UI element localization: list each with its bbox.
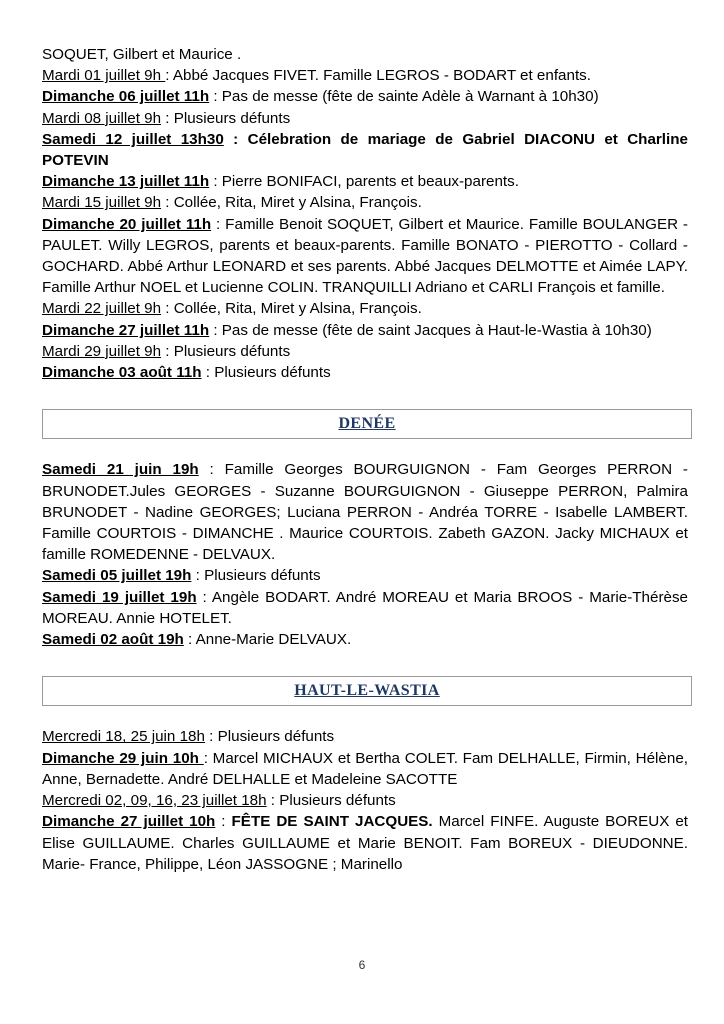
mass-entry-intentions: : Famille Benoit SOQUET, Gilbert et Maurice. Famille BOULANGER - PAULET. Willy LEGROS, parents et beaux-parents. Famille BONATO - PIEROTTO - Collard - GOCHARD. Abbé Arthur LEONARD et ses parents. Abbé Jacques DELMOTTE et Aimée LAPY. Famille Arthur NOEL et Lucienne COLIN. TRANQUILLI Adriano et CARLI François et famille. [42,215,688,297]
mass-entry [42,629,688,650]
mass-entry-date: Dimanche 03 août 11h [42,364,202,382]
mass-entry [42,748,688,790]
mass-entry-date: Dimanche 06 juillet 11h [42,88,210,106]
mass-entry-intentions: FÊTE DE SAINT JACQUES. [231,813,433,831]
section-spacer [42,706,688,726]
mass-entry [42,44,688,65]
mass-entry-date: Mardi 08 juillet 9h [42,109,162,127]
mass-entry-intentions: : Plusieurs défunts [201,364,331,382]
document-body [42,44,688,875]
mass-entry-intentions: : Marcel MICHAUX et Bertha COLET. Fam DELHALLE, Firmin, Hélène, Anne, Bernadette. André DELHALLE et Madeleine SACOTTE [42,749,688,788]
mass-entry-intentions: : Angèle BODART. André MOREAU et Maria BROOS - Marie-Thérèse MOREAU. Annie HOTELET. [42,588,688,627]
mass-entry-date: Dimanche 20 juillet 11h [42,215,212,233]
mass-entry-intentions: : Abbé Jacques FIVET. Famille LEGROS - BODART et enfants. [165,67,591,85]
mass-entry [42,86,688,107]
mass-entry-intentions: : [215,813,232,831]
mass-entry [42,171,688,192]
mass-entry-date: Dimanche 29 juin 10h [42,749,204,767]
section-spacer [42,383,688,409]
mass-entry-date: Mardi 15 juillet 9h [42,194,162,212]
mass-entry-date: Dimanche 27 juillet 11h [42,321,210,339]
mass-entry-intentions: : Plusieurs défunts [191,567,321,585]
mass-entry-date: Samedi 02 août 19h [42,631,184,649]
mass-entry [42,214,688,299]
mass-entry-date: Mardi 29 juillet 9h [42,342,162,360]
mass-entry-date: SOQUET, Gilbert et Maurice . [42,46,242,63]
mass-entry-date: Mardi 01 juillet 9h [42,67,166,85]
section-heading-box-section-denee [42,409,692,439]
mass-entry [42,341,688,362]
mass-entry-intentions: : Pas de messe (fête de saint Jacques à Haut-le-Wastia à 10h30) [209,321,652,339]
section-heading-box-section-haut-le-wastia [42,676,692,706]
mass-entry [42,790,688,811]
mass-entry-intentions: : Plusieurs défunts [266,792,396,810]
mass-entry-date: Mercredi 02, 09, 16, 23 juillet 18h [42,792,267,810]
mass-entry-date: Samedi 19 juillet 19h [42,588,197,606]
mass-entry-intentions: : Pierre BONIFACI, parents et beaux-parents. [209,173,519,191]
mass-entry [42,192,688,213]
mass-entry-intentions: : Collée, Rita, Miret y Alsina, François. [161,194,422,212]
mass-entry-date: Dimanche 13 juillet 11h [42,173,210,191]
mass-entry-intentions: : Plusieurs défunts [204,728,335,746]
mass-entry-date: Dimanche 27 juillet 10h [42,813,216,831]
section-spacer [42,650,688,676]
section-spacer [42,439,688,459]
mass-entry [42,129,688,171]
mass-entry-date: Mercredi 18, 25 juin 18h [42,728,205,746]
mass-entry-date: Samedi 12 juillet 13h30 [42,130,224,148]
mass-entry-intentions: : Célebration de mariage de Gabriel DIACONU et Charline POTEVIN [42,130,688,170]
mass-entry [42,726,688,747]
mass-entry-date: Mardi 22 juillet 9h [42,300,162,318]
mass-entry-intentions: : Plusieurs défunts [161,342,291,360]
mass-entry [42,565,688,586]
mass-entry-intentions: : Plusieurs défunts [161,109,291,127]
mass-entry-intentions: : Pas de messe (fête de sainte Adèle à Warnant à 10h30) [209,88,599,106]
mass-entry [42,65,688,86]
mass-entry-intentions: Marcel FINFE. Auguste BOREUX et Elise GUILLAUME. Charles GUILLAUME et Marie BENOIT. Fam BOREUX - DIEUDONNE. Marie- France, Philippe, Léon JASSOGNE ; Marinello [42,813,688,873]
section-heading-label: DENÉE [338,415,396,433]
section-heading-label: HAUT-LE-WASTIA [294,682,440,700]
mass-entry [42,459,688,565]
mass-entry-date: Samedi 21 juin 19h [42,461,199,479]
mass-entry-intentions: : Anne-Marie DELVAUX. [183,631,352,649]
mass-entry [42,298,688,319]
mass-entry [42,362,688,383]
mass-entry-intentions: : Famille Georges BOURGUIGNON - Fam Georges PERRON - BRUNODET.Jules GEORGES - Suzanne BOURGUIGNON - Giuseppe PERRON, Palmira BRUNODET - Nadine GEORGES; Luciana PERRON - Andréa TORRE - Isabelle LAMBERT. Famille COURTOIS - DIMANCHE . Maurice COURTOIS. Zabeth GAZON. Jacky MICHAUX et famille ROMEDENNE - DELVAUX. [42,461,688,564]
mass-entry [42,320,688,341]
page-number: 6 [358,958,366,972]
mass-entry-intentions: : Collée, Rita, Miret y Alsina, François. [161,300,422,318]
mass-entry [42,108,688,129]
mass-entry-date: Samedi 05 juillet 19h [42,567,192,585]
mass-entry [42,587,688,629]
mass-entry [42,811,688,875]
